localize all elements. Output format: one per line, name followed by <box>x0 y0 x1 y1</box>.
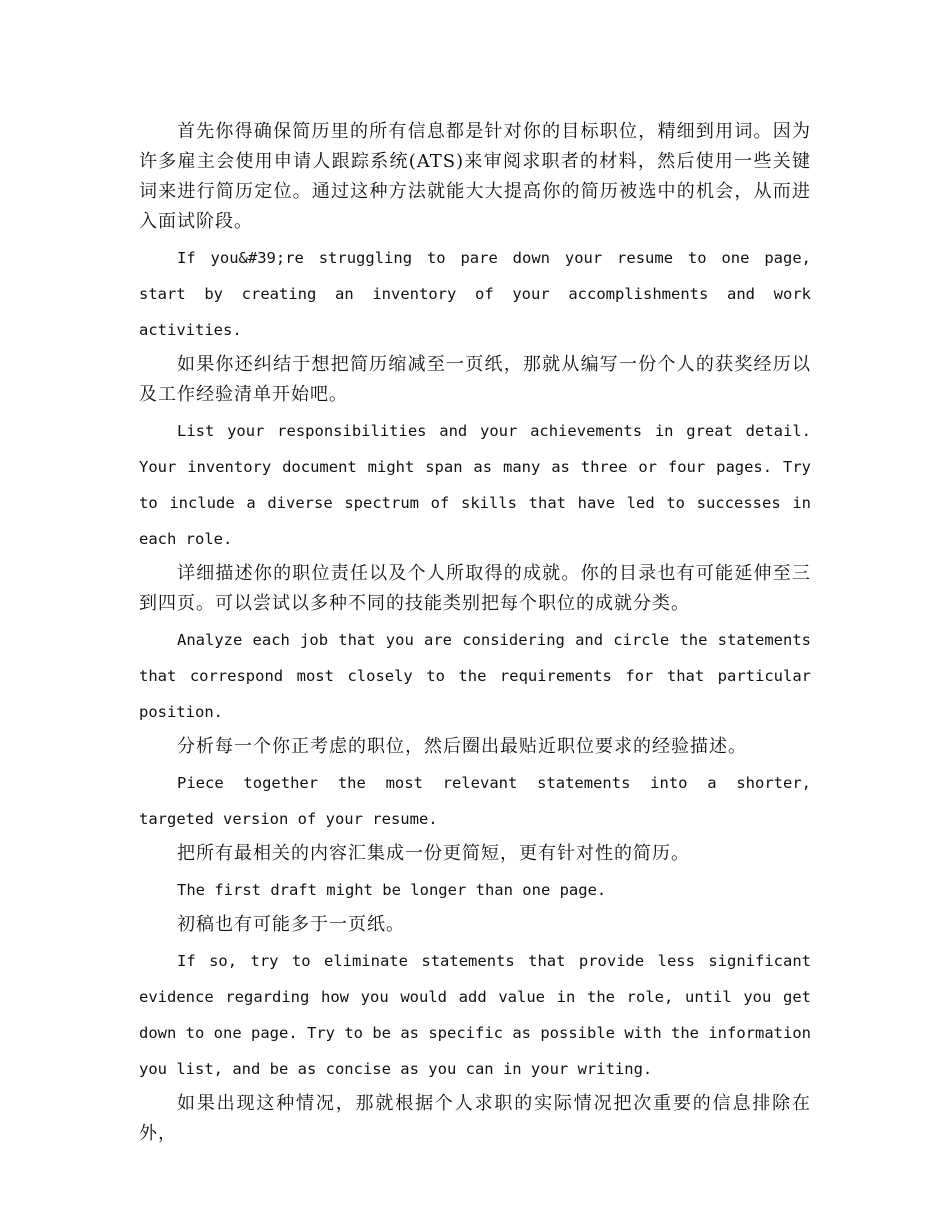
paragraph-zh-responsibilities: 详细描述你的职位责任以及个人所取得的成就。你的目录也有可能延伸至三到四页。可以尝试以多种不同的技能类别把每个职位的成就分类。 <box>139 563 811 614</box>
paragraph-zh-inventory: 如果你还纠结于想把简历缩减至一页纸，那就从编写一份个人的获奖经历以及工作经验清单开始吧。 <box>139 354 811 405</box>
paragraph-en-inventory: If you&#39;re struggling to pare down your resume to one page, start by creating an inventory of your accomplishments and work activities. <box>139 249 811 339</box>
paragraph-zh-eliminate: 如果出现这种情况，那就根据个人求职的实际情况把次重要的信息排除在外， <box>139 1093 811 1144</box>
paragraph-en-eliminate: If so, try to eliminate statements that provide less significant evidence regarding how you would add value in the role, until you get down to one page. Try to be as specific as possible with the information you list, and be as concise as you can in your writing. <box>139 952 811 1078</box>
paragraph-en-first-draft: The first draft might be longer than one page. <box>177 881 607 899</box>
paragraph-en-piece-together: Piece together the most relevant statements into a shorter, targeted version of your resume. <box>139 774 811 828</box>
paragraph-en-analyze: Analyze each job that you are considering and circle the statements that correspond most closely to the requirements for that particular position. <box>139 631 811 721</box>
paragraph-en-responsibilities: List your responsibilities and your achievements in great detail. Your inventory document might span as many as three or four pages. Try to include a diverse spectrum of skills that have led to successes in each role. <box>139 422 811 548</box>
paragraph-zh-analyze: 分析每一个你正考虑的职位，然后圈出最贴近职位要求的经验描述。 <box>177 736 747 757</box>
paragraph-zh-first-draft: 初稿也有可能多于一页纸。 <box>177 914 405 935</box>
paragraph-zh-ats: 首先你得确保简历里的所有信息都是针对你的目标职位，精细到用词。因为许多雇主会使用申请人跟踪系统(ATS)来审阅求职者的材料，然后使用一些关键词来进行简历定位。通过这种方法就能大大提高你的简历被选中的机会，从而进入面试阶段。 <box>139 121 811 232</box>
document-page <box>139 117 811 1149</box>
paragraph-zh-piece-together: 把所有最相关的内容汇集成一份更简短，更有针对性的简历。 <box>177 843 690 864</box>
